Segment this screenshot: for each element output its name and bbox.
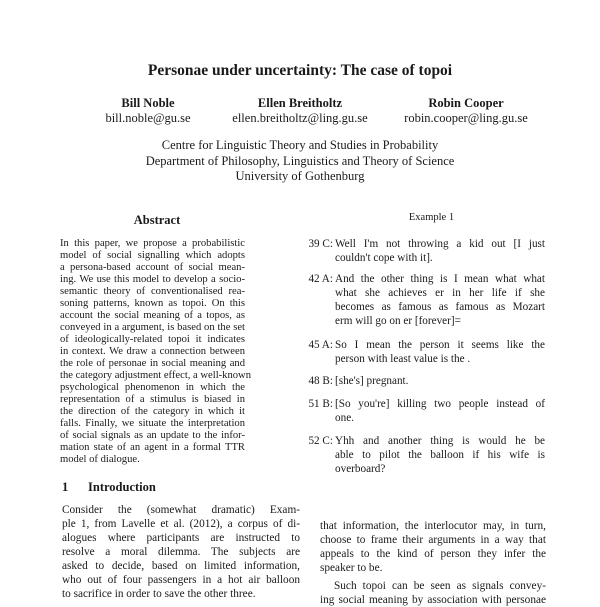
text-line: resolve a moral dilemma. The subjects are	[62, 546, 300, 558]
text-line: in context. We draw a connection between	[60, 346, 245, 357]
turn-number: 48 B:	[308, 375, 333, 387]
text-line: couldn't cope with it].	[335, 252, 433, 264]
text-line: the role of personae in social meaning and	[60, 358, 245, 369]
text-line: able to pilot the balloon if his wife is	[335, 449, 545, 461]
text-line: ing social meaning by association with personae	[320, 594, 546, 606]
text-line: what she achieves er in her life if she	[335, 287, 545, 299]
section-heading-introduction	[62, 480, 156, 495]
abstract-body	[60, 238, 252, 466]
author-2	[210, 96, 390, 126]
text-line: a persona-based account of social mean-	[60, 262, 245, 273]
text-line: the direction of the category in which it	[60, 406, 245, 417]
turn-text	[335, 374, 545, 388]
text-line: of ideologically-related topoi it indicates	[60, 334, 245, 345]
text-line: And the other thing is I mean what what	[335, 273, 545, 285]
intro-right-column	[320, 519, 546, 607]
text-line: ing. We use this model to develop a socio-	[60, 274, 245, 285]
text-line: conveyed in a argument, is based on the set	[60, 322, 245, 333]
text-line: alogues where participants are instructed to	[62, 532, 300, 544]
text-line: Well I'm not throwing a kid out [I just	[335, 238, 545, 250]
text-line: representation of a stimulus is biased in	[60, 394, 245, 405]
text-line: model of dialogue.	[60, 454, 140, 465]
text-line: to sacrifice in order to save the other three.	[62, 588, 256, 600]
text-line: Consider the (somewhat dramatic) Exam-	[62, 504, 300, 516]
author-email: robin.cooper@ling.gu.se	[404, 111, 528, 125]
turn-text	[335, 434, 545, 476]
affiliation-line: Department of Philosophy, Linguistics and Theory of Science	[145, 153, 455, 168]
text-line: choose to frame their arguments in a way that	[320, 534, 546, 546]
text-line: Such topoi can be seen as signals convey-	[334, 580, 546, 592]
affiliation	[0, 138, 600, 185]
turn-text	[335, 338, 545, 366]
text-line: model of social signalling which adopts	[60, 250, 245, 261]
text-line: one.	[335, 412, 354, 424]
example-heading: Example 1	[408, 212, 455, 223]
paper-title: Personae under uncertainty: The case of topoi	[147, 62, 453, 79]
section-title: Introduction	[88, 480, 156, 494]
text-line: who out of four passengers in a hot air balloon	[62, 574, 300, 586]
author-email: ellen.breitholtz@ling.gu.se	[232, 111, 368, 125]
section-number: 1	[62, 480, 69, 494]
text-line: falls. Finally, we situate the interpretation	[60, 418, 245, 429]
text-line: [So you're] killing two people instead of	[335, 398, 545, 410]
author-3	[376, 96, 556, 126]
author-email: bill.noble@gu.se	[105, 111, 191, 125]
turn-number: 42 A:	[308, 273, 333, 285]
text-line: account the social meaning of a topos, as	[60, 310, 245, 321]
turn-text	[335, 397, 545, 425]
text-line: becomes as famous as famous as Mozart	[335, 301, 545, 313]
text-line: mation state of an agent in a formal TTR	[60, 442, 245, 453]
text-line: [she's] pregnant.	[335, 375, 409, 387]
text-line: In this paper, we propose a probabilistic	[60, 238, 245, 249]
text-line: that information, the interlocutor may, in turn,	[320, 520, 546, 532]
turn-number: 51 B:	[308, 398, 333, 410]
text-line: appeals to the kind of person they infer the	[320, 548, 546, 560]
text-line: asked to decide, based on limited information,	[62, 560, 300, 572]
affiliation-line: University of Gothenburg	[235, 169, 365, 183]
text-line: psychological phenomenon in which the	[60, 382, 245, 393]
intro-left-column	[62, 503, 300, 601]
turn-number: 45 A:	[308, 339, 333, 351]
text-line: overboard?	[335, 463, 386, 475]
text-line: Yhh and another thing is would he be	[335, 435, 545, 447]
author-name: Ellen Breitholtz	[257, 96, 343, 110]
text-line: speaker to be.	[320, 562, 383, 574]
text-line: erm will go on er [forever]=	[335, 315, 461, 327]
turn-number: 52 C:	[308, 435, 333, 447]
text-line: semantic theory of conventionalised rea-	[60, 286, 245, 297]
author-name: Bill Noble	[121, 96, 175, 110]
turn-text	[335, 237, 545, 265]
text-line: ple 1, from Lavelle et al. (2012), a corpus of di-	[62, 518, 300, 530]
turn-text	[335, 272, 545, 328]
author-name: Robin Cooper	[428, 96, 504, 110]
text-line: of social signals as an update to the infor-	[60, 430, 245, 441]
affiliation-line: Centre for Linguistic Theory and Studies in Probability	[161, 138, 439, 152]
text-line: soning patterns, known as topoi. On this	[60, 298, 245, 309]
text-line: So I mean the person it seems like the	[335, 339, 545, 351]
abstract-heading: Abstract	[133, 213, 181, 227]
text-line: person with least value is the .	[335, 353, 471, 365]
text-line: the category adjustment effect, a well-known	[60, 370, 252, 381]
turn-number: 39 C:	[308, 238, 333, 250]
